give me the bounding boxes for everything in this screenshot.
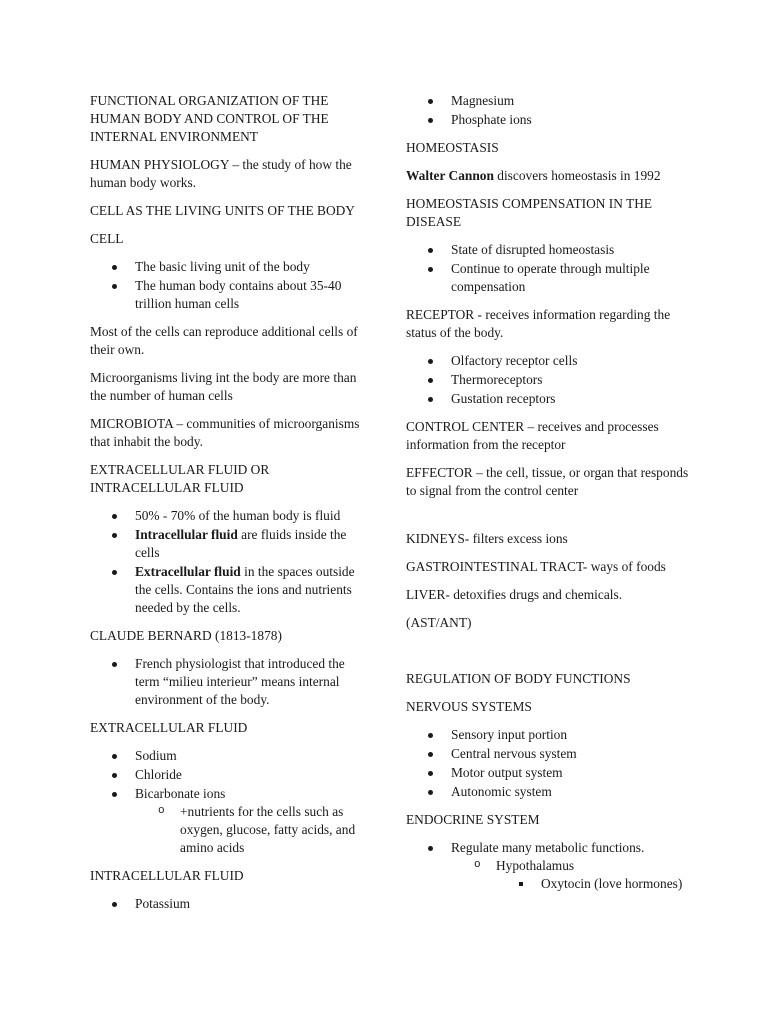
paragraph bbox=[90, 202, 370, 220]
text: EFFECTOR – the cell, tissue, or organ that responds to signal from the control center bbox=[406, 465, 689, 498]
bullet-list bbox=[406, 92, 696, 129]
text: REGULATION OF BODY FUNCTIONS bbox=[406, 671, 631, 686]
list-block bbox=[90, 747, 370, 857]
paragraph bbox=[406, 530, 696, 548]
list-item bbox=[406, 260, 696, 296]
list-block bbox=[406, 241, 696, 296]
paragraph bbox=[90, 461, 370, 497]
text: The basic living unit of the body bbox=[135, 259, 310, 274]
paragraph bbox=[90, 867, 370, 885]
list-item bbox=[406, 857, 696, 893]
list-block bbox=[406, 726, 696, 801]
paragraph-text bbox=[406, 670, 696, 688]
list-item bbox=[406, 745, 696, 763]
paragraph bbox=[406, 418, 696, 454]
paragraph bbox=[406, 698, 696, 716]
right-column bbox=[406, 92, 696, 903]
list-item bbox=[406, 839, 696, 893]
text: Potassium bbox=[135, 896, 191, 911]
bold-term: Walter Cannon bbox=[406, 168, 494, 183]
bullet-list bbox=[90, 258, 370, 313]
paragraph bbox=[406, 614, 696, 632]
paragraph-text bbox=[406, 195, 696, 231]
bullet-list bbox=[90, 507, 370, 617]
paragraph bbox=[406, 167, 696, 185]
text: Gustation receptors bbox=[451, 391, 556, 406]
text: EXTRACELLULAR FLUID bbox=[90, 720, 248, 735]
text: HOMEOSTASIS bbox=[406, 140, 499, 155]
paragraph bbox=[406, 811, 696, 829]
text: GASTROINTESTINAL TRACT- ways of foods bbox=[406, 559, 666, 574]
bullet-list bbox=[496, 875, 696, 893]
text: KIDNEYS- filters excess ions bbox=[406, 531, 568, 546]
paragraph-text bbox=[90, 415, 370, 451]
text: INTRACELLULAR FLUID bbox=[90, 868, 244, 883]
paragraph-text bbox=[90, 230, 370, 248]
list-item bbox=[406, 352, 696, 370]
text: Motor output system bbox=[451, 765, 563, 780]
text: Continue to operate through multiple compensation bbox=[451, 261, 650, 294]
list-item bbox=[90, 507, 370, 525]
list-item bbox=[406, 92, 696, 110]
text: RECEPTOR - receives information regarding the status of the body. bbox=[406, 307, 671, 340]
paragraph bbox=[406, 586, 696, 604]
paragraph-text bbox=[406, 306, 696, 342]
list-block bbox=[406, 92, 696, 129]
paragraph-text bbox=[90, 92, 370, 146]
paragraph-text bbox=[406, 139, 696, 157]
blank-space bbox=[406, 642, 696, 670]
paragraph bbox=[90, 415, 370, 451]
paragraph bbox=[406, 464, 696, 500]
paragraph-text bbox=[90, 202, 370, 220]
list-block bbox=[90, 507, 370, 617]
list-item bbox=[90, 563, 370, 617]
text: HOMEOSTASIS COMPENSATION IN THE DISEASE bbox=[406, 196, 653, 229]
text: in the spaces outside the cells. Contains the ions and nutrients needed by the cells. bbox=[135, 564, 355, 615]
bullet-list bbox=[90, 747, 370, 857]
list-item bbox=[90, 895, 370, 913]
text: ENDOCRINE SYSTEM bbox=[406, 812, 540, 827]
list-item bbox=[406, 390, 696, 408]
list-item bbox=[90, 747, 370, 765]
text: Hypothalamus bbox=[496, 858, 575, 873]
list-item bbox=[90, 803, 370, 857]
list-item bbox=[406, 764, 696, 782]
text: Bicarbonate ions bbox=[135, 786, 226, 801]
text: CLAUDE BERNARD (1813-1878) bbox=[90, 628, 282, 643]
text: 50% - 70% of the human body is fluid bbox=[135, 508, 341, 523]
text: Regulate many metabolic functions. bbox=[451, 840, 645, 855]
list-item bbox=[90, 655, 370, 709]
text: Chloride bbox=[135, 767, 182, 782]
text: Microorganisms living int the body are more than the number of human cells bbox=[90, 370, 357, 403]
bullet-list bbox=[90, 655, 370, 709]
text: Central nervous system bbox=[451, 746, 577, 761]
text: (AST/ANT) bbox=[406, 615, 472, 630]
bullet-list bbox=[406, 352, 696, 408]
bullet-list bbox=[406, 241, 696, 296]
paragraph-text bbox=[406, 811, 696, 829]
paragraph-text bbox=[406, 558, 696, 576]
paragraph-text bbox=[406, 418, 696, 454]
list-item bbox=[90, 277, 370, 313]
text: +nutrients for the cells such as oxygen, glucose, fatty acids, and amino acids bbox=[180, 804, 356, 855]
text: Phosphate ions bbox=[451, 112, 532, 127]
list-item bbox=[90, 258, 370, 276]
text: NERVOUS SYSTEMS bbox=[406, 699, 532, 714]
text: MICROBIOTA – communities of microorganisms that inhabit the body. bbox=[90, 416, 360, 449]
bold-term: Extracellular fluid bbox=[135, 564, 241, 579]
text: CELL AS THE LIVING UNITS OF THE BODY bbox=[90, 203, 355, 218]
list-item bbox=[406, 726, 696, 744]
text: Most of the cells can reproduce additional cells of their own. bbox=[90, 324, 358, 357]
text: Olfactory receptor cells bbox=[451, 353, 578, 368]
paragraph-text bbox=[406, 698, 696, 716]
paragraph-text bbox=[90, 867, 370, 885]
text: HUMAN PHYSIOLOGY – the study of how the human body works. bbox=[90, 157, 352, 190]
left-column bbox=[90, 92, 370, 923]
list-item bbox=[90, 785, 370, 857]
list-block bbox=[406, 352, 696, 408]
list-item bbox=[406, 371, 696, 389]
text: Magnesium bbox=[451, 93, 515, 108]
list-item bbox=[90, 766, 370, 784]
paragraph bbox=[406, 670, 696, 688]
paragraph-text bbox=[90, 719, 370, 737]
bullet-list bbox=[90, 895, 370, 913]
list-item bbox=[406, 241, 696, 259]
text: EXTRACELLULAR FLUID OR INTRACELLULAR FLUID bbox=[90, 462, 270, 495]
paragraph bbox=[90, 92, 370, 146]
paragraph-text bbox=[90, 323, 370, 359]
paragraph-text bbox=[406, 167, 696, 185]
list-block bbox=[90, 895, 370, 913]
paragraph-text bbox=[406, 530, 696, 548]
paragraph-text bbox=[90, 369, 370, 405]
paragraph bbox=[90, 369, 370, 405]
text: The human body contains about 35-40 trillion human cells bbox=[135, 278, 342, 311]
bullet-list bbox=[406, 839, 696, 893]
text: State of disrupted homeostasis bbox=[451, 242, 615, 257]
list-block bbox=[90, 258, 370, 313]
text: CONTROL CENTER – receives and processes information from the receptor bbox=[406, 419, 659, 452]
text: FUNCTIONAL ORGANIZATION OF THE HUMAN BODY AND CONTROL OF THE INTERNAL ENVIRONMENT bbox=[90, 93, 329, 144]
text: discovers homeostasis in 1992 bbox=[493, 168, 661, 183]
paragraph-text bbox=[406, 586, 696, 604]
blank-space bbox=[406, 510, 696, 530]
list-item bbox=[90, 526, 370, 562]
paragraph bbox=[90, 719, 370, 737]
paragraph bbox=[90, 627, 370, 645]
paragraph-text bbox=[90, 156, 370, 192]
list-item bbox=[406, 111, 696, 129]
bullet-list bbox=[135, 803, 370, 857]
text: are fluids inside the cells bbox=[135, 527, 347, 560]
list-item bbox=[406, 875, 696, 893]
text: French physiologist that introduced the term “milieu interieur” means internal environment of the body. bbox=[135, 656, 345, 707]
bold-term: Intracellular fluid bbox=[135, 527, 238, 542]
text: CELL bbox=[90, 231, 124, 246]
paragraph bbox=[406, 195, 696, 231]
paragraph bbox=[90, 156, 370, 192]
text: LIVER- detoxifies drugs and chemicals. bbox=[406, 587, 623, 602]
paragraph bbox=[90, 230, 370, 248]
paragraph-text bbox=[90, 461, 370, 497]
list-block bbox=[406, 839, 696, 893]
bullet-list bbox=[451, 857, 696, 893]
list-item bbox=[406, 783, 696, 801]
text: Autonomic system bbox=[451, 784, 552, 799]
text: Sensory input portion bbox=[451, 727, 568, 742]
text: Sodium bbox=[135, 748, 177, 763]
paragraph-text bbox=[406, 614, 696, 632]
bullet-list bbox=[406, 726, 696, 801]
text: Thermoreceptors bbox=[451, 372, 543, 387]
paragraph bbox=[90, 323, 370, 359]
paragraph-text bbox=[406, 464, 696, 500]
text: Oxytocin (love hormones) bbox=[541, 876, 683, 891]
paragraph bbox=[406, 306, 696, 342]
paragraph-text bbox=[90, 627, 370, 645]
paragraph bbox=[406, 139, 696, 157]
paragraph bbox=[406, 558, 696, 576]
list-block bbox=[90, 655, 370, 709]
